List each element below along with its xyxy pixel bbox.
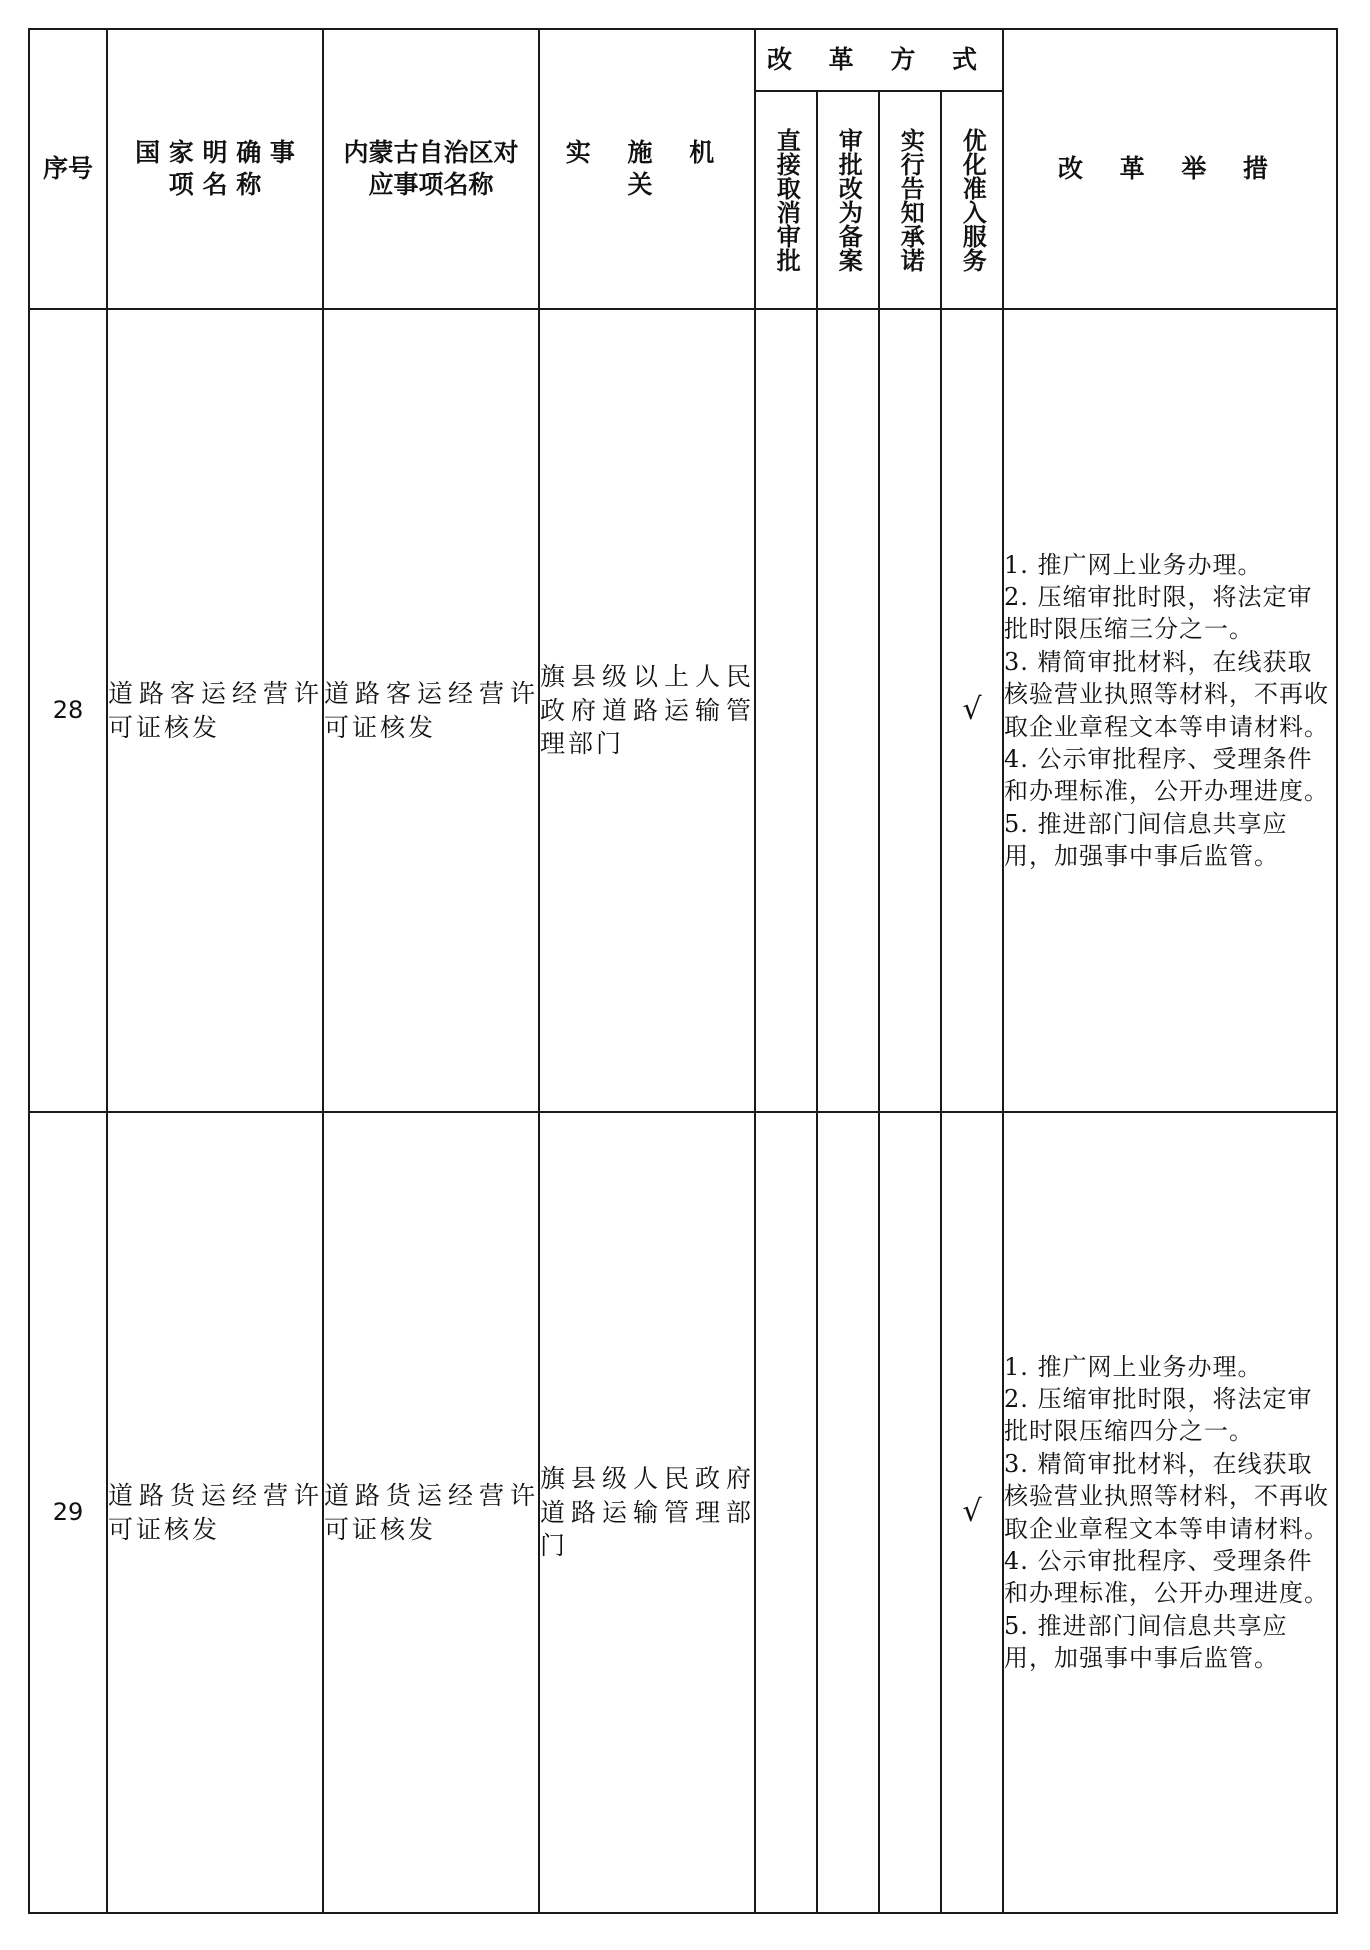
- measure-item: 1. 推广网上业务办理。: [1004, 1352, 1263, 1381]
- measure-item: 2. 压缩审批时限，将法定审批时限压缩三分之一。: [1004, 582, 1313, 644]
- row-mode-cancel: [755, 309, 817, 1112]
- header-measures: 改 革 举 措: [1003, 29, 1337, 309]
- measure-item: 4. 公示审批程序、受理条件和办理标准，公开办理进度。: [1004, 744, 1329, 806]
- measure-item: 2. 压缩审批时限，将法定审批时限压缩四分之一。: [1004, 1384, 1313, 1446]
- header-row-top: [29, 29, 1337, 91]
- measure-item: 1. 推广网上业务办理。: [1004, 550, 1263, 579]
- measure-item: 3. 精简审批材料，在线获取核验营业执照等材料，不再收取企业章程文本等申请材料。: [1004, 1449, 1329, 1543]
- row-mode-optimize: √: [941, 1112, 1003, 1913]
- row-mode-filing: [817, 1112, 879, 1913]
- row-national-name: 道路客运经营许可证核发: [107, 309, 323, 1112]
- table-row: [29, 1112, 1337, 1913]
- header-region-name: 内蒙古自治区对应事项名称: [323, 29, 539, 309]
- measure-item: 5. 推进部门间信息共享应用，加强事中事后监管。: [1004, 809, 1288, 871]
- row-agency: 旗县级人民政府道路运输管理部门: [539, 1112, 755, 1913]
- row-seq: 29: [29, 1112, 107, 1913]
- row-measures: [1003, 309, 1337, 1112]
- row-measures: [1003, 1112, 1337, 1913]
- row-region-name: 道路货运经营许可证核发: [323, 1112, 539, 1913]
- row-mode-optimize: √: [941, 309, 1003, 1112]
- measure-item: 5. 推进部门间信息共享应用，加强事中事后监管。: [1004, 1611, 1288, 1673]
- row-region-name: 道路客运经营许可证核发: [323, 309, 539, 1112]
- row-mode-commitment: [879, 1112, 941, 1913]
- header-mode-cancel: 直接取消审批: [755, 91, 817, 309]
- table-row: [29, 309, 1337, 1112]
- reform-table: [28, 28, 1338, 1914]
- row-national-name: 道路货运经营许可证核发: [107, 1112, 323, 1913]
- header-mode-optimize: 优化准入服务: [941, 91, 1003, 309]
- header-seq: 序号: [29, 29, 107, 309]
- header-agency: 实 施 机 关: [539, 29, 755, 309]
- row-mode-filing: [817, 309, 879, 1112]
- header-mode-commitment: 实行告知承诺: [879, 91, 941, 309]
- measure-item: 3. 精简审批材料，在线获取核验营业执照等材料，不再收取企业章程文本等申请材料。: [1004, 647, 1329, 741]
- header-reform-mode: 改 革 方 式: [755, 29, 1003, 91]
- header-mode-filing: 审批改为备案: [817, 91, 879, 309]
- row-agency: 旗县级以上人民政府道路运输管理部门: [539, 309, 755, 1112]
- row-mode-cancel: [755, 1112, 817, 1913]
- header-national-name: 国 家 明 确 事 项 名 称: [107, 29, 323, 309]
- row-mode-commitment: [879, 309, 941, 1112]
- row-seq: 28: [29, 309, 107, 1112]
- measure-item: 4. 公示审批程序、受理条件和办理标准，公开办理进度。: [1004, 1546, 1329, 1608]
